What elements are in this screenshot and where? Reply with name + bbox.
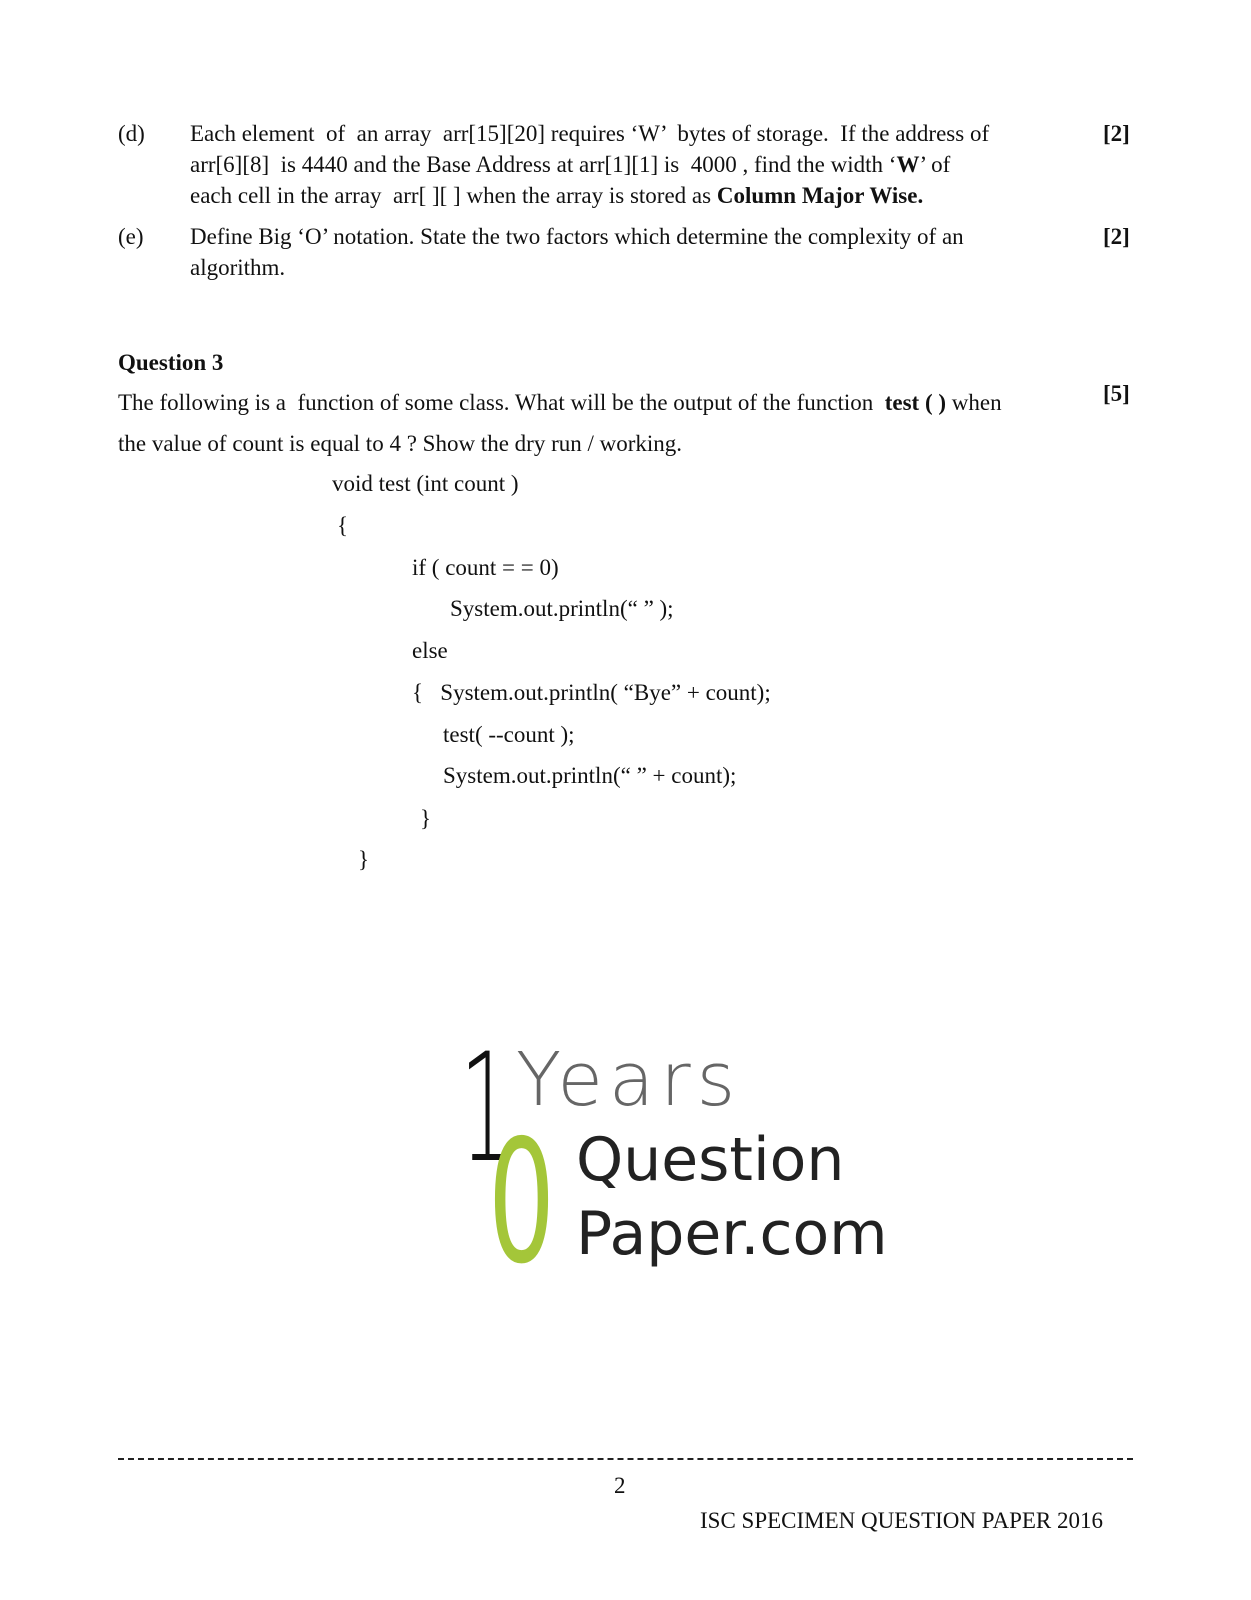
item-d-line2 — [190, 149, 1050, 180]
item-d-line3 — [190, 180, 1050, 211]
code-line-inner-close-brace: } — [420, 806, 432, 831]
item-d-line2-end: ’ of — [919, 152, 951, 177]
code-line-else: else — [412, 638, 448, 663]
code-line-println-empty: System.out.println(“ ” ); — [450, 596, 674, 621]
item-d-text — [190, 118, 1050, 211]
watermark-digit-zero: 0 — [488, 1104, 556, 1302]
question-3-marks: [5] — [1103, 381, 1130, 406]
watermark-word-paper: Paper.com — [576, 1199, 888, 1269]
footer-title: ISC SPECIMEN QUESTION PAPER 2016 — [700, 1508, 1103, 1533]
watermark-word-question: Question — [576, 1125, 845, 1195]
question-3-text-line1 — [118, 387, 1002, 418]
item-e-line2: algorithm. — [190, 255, 286, 280]
question-3-text-b: when — [946, 390, 1002, 415]
item-d-line2-text: arr[6][8] is 4440 and the Base Address at arr[1][1] is 4000 , find the width ‘ — [190, 152, 897, 177]
item-e-marks: [2] — [1103, 224, 1130, 249]
item-d-column-major: Column Major Wise. — [716, 183, 924, 208]
item-d-marks: [2] — [1103, 121, 1130, 146]
footer-page-number: 2 — [614, 1473, 626, 1498]
code-line-close-brace: } — [358, 847, 370, 872]
question-3-text-a: The following is a function of some class. What will be the output of the function — [118, 390, 885, 415]
watermark-logo — [460, 1022, 888, 1302]
code-line-open-brace: { — [337, 513, 349, 538]
watermark-word-years: Years — [516, 1037, 742, 1123]
item-e-line1: Define Big ‘O’ notation. State the two factors which determine the complexity of an — [190, 224, 964, 249]
code-line-println-bye: { System.out.println( “Bye” + count); — [412, 680, 771, 705]
question-3-text-line2: the value of count is equal to 4 ? Show the dry run / working. — [118, 431, 683, 456]
question-3-function-name: test ( ) — [884, 390, 947, 415]
code-line-if: if ( count = = 0) — [412, 555, 559, 580]
item-d-label: (d) — [118, 121, 145, 146]
question-3-heading: Question 3 — [118, 350, 224, 375]
item-d-line3-text: each cell in the array arr[ ][ ] when the array is stored as — [190, 183, 717, 208]
footer-divider — [118, 1458, 1133, 1460]
code-line-recursive-call: test( --count ); — [443, 722, 575, 747]
item-e-text — [190, 221, 1050, 283]
code-line-signature: void test (int count ) — [332, 471, 519, 496]
watermark-digit-one: 1 — [460, 1022, 513, 1196]
code-line-println-count: System.out.println(“ ” + count); — [443, 763, 737, 788]
item-e-label: (e) — [118, 224, 144, 249]
item-d-line1: Each element of an array arr[15][20] requires ‘W’ bytes of storage. If the address of — [190, 121, 990, 146]
item-d-w-bold: W — [896, 152, 920, 177]
